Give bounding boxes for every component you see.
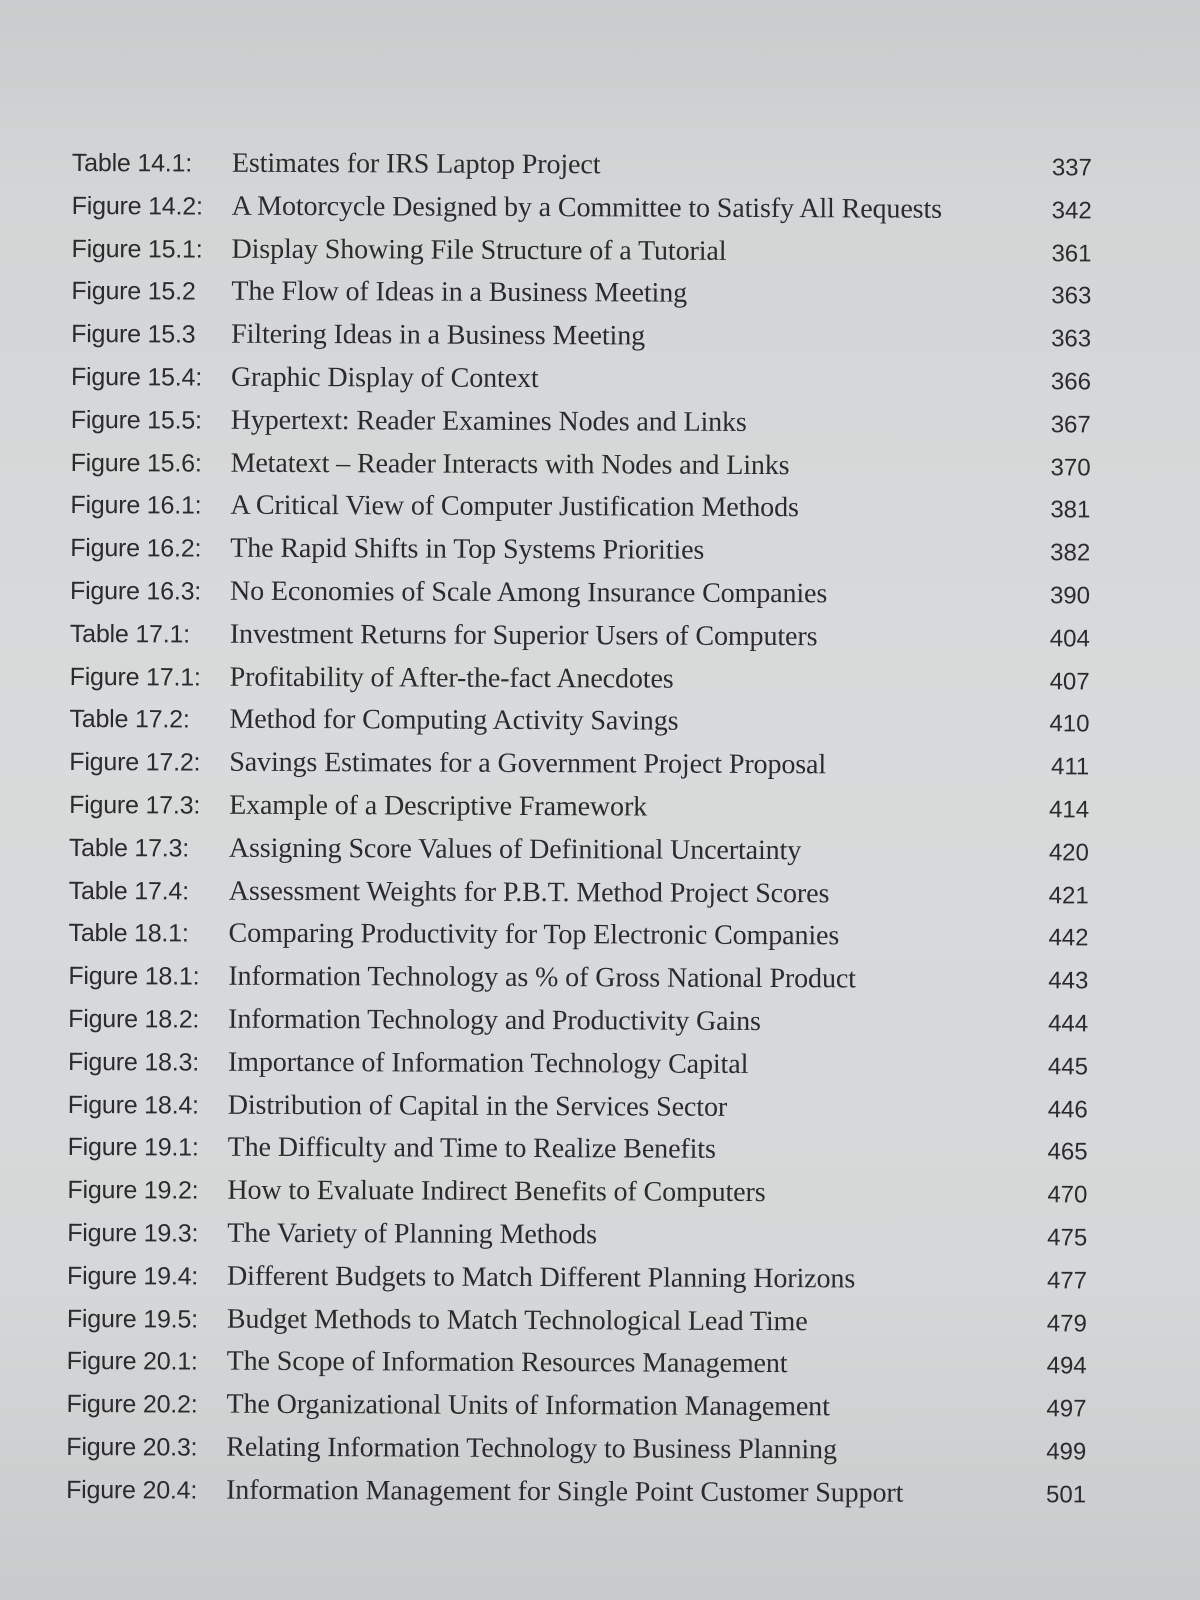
figure-title: Comparing Productivity for Top Electronic Companies: [228, 918, 840, 952]
list-item: [70, 613, 1090, 660]
list-item: [67, 1298, 1087, 1345]
figure-label: Table 17.1:: [69, 619, 191, 649]
figure-label: Figure 20.4:: [66, 1475, 198, 1505]
list-item: [68, 912, 1088, 959]
figure-label: Figure 18.3:: [67, 1047, 200, 1077]
figure-label: Figure 15.5:: [70, 405, 202, 435]
list-item: [69, 698, 1089, 745]
list-item: [66, 1383, 1086, 1430]
figure-label: Figure 19.3:: [67, 1218, 199, 1248]
figure-label: Table 17.3:: [68, 833, 190, 863]
figure-title: The Organizational Units of Information Management: [226, 1388, 830, 1423]
figure-title: Example of a Descriptive Framework: [229, 789, 648, 823]
figure-title: The Scope of Information Resources Management: [226, 1345, 788, 1380]
page-number: 420: [1048, 839, 1089, 867]
page-number: 494: [1046, 1352, 1087, 1380]
list-item: [70, 484, 1090, 531]
list-of-figures: [66, 142, 1092, 1516]
figure-label: Figure 15.1:: [71, 234, 203, 264]
figure-label: Figure 20.3:: [66, 1432, 198, 1462]
page-number: 337: [1051, 154, 1092, 182]
figure-title: Information Technology as % of Gross National Product: [228, 960, 856, 995]
figure-title: Method for Computing Activity Savings: [229, 704, 679, 738]
figure-label: Table 18.1:: [68, 919, 189, 948]
list-item: [69, 741, 1089, 788]
figure-title: Metatext – Reader Interacts with Nodes and Links: [230, 447, 790, 481]
list-item: [71, 356, 1091, 403]
page-number: 367: [1050, 411, 1091, 439]
figure-title: Information Management for Single Point Customer Support: [226, 1474, 904, 1509]
page-number: 446: [1047, 1095, 1088, 1123]
list-item: [69, 827, 1089, 874]
figure-title: A Critical View of Computer Justification Methods: [230, 490, 799, 524]
list-item: [67, 1212, 1087, 1259]
page-number: 404: [1049, 625, 1090, 653]
list-item: [68, 998, 1088, 1045]
page-number: 363: [1051, 325, 1092, 353]
figure-title: Estimates for IRS Laptop Project: [231, 147, 601, 181]
list-item: [69, 870, 1089, 917]
page-number: 366: [1050, 368, 1092, 396]
figure-label: Figure 19.1:: [67, 1133, 199, 1162]
list-item: [70, 527, 1090, 574]
figure-title: Importance of Information Technology Capital: [227, 1046, 749, 1080]
figure-label: Figure 20.1:: [66, 1347, 198, 1376]
list-item: [68, 1041, 1088, 1088]
list-item: [72, 185, 1092, 232]
page-number: 442: [1048, 924, 1089, 952]
figure-label: Figure 18.4:: [67, 1090, 199, 1120]
figure-label: Figure 16.2:: [70, 534, 202, 563]
figure-label: Figure 15.4:: [70, 362, 203, 392]
figure-label: Figure 16.1:: [70, 491, 202, 520]
list-item: [71, 442, 1091, 489]
figure-label: Figure 18.1:: [68, 962, 200, 991]
page-number: 443: [1048, 967, 1089, 995]
figure-title: The Variety of Planning Methods: [227, 1217, 597, 1251]
page-number: 470: [1047, 1181, 1088, 1209]
figure-label: Figure 19.4:: [66, 1261, 199, 1291]
figure-label: Figure 15.2: [71, 277, 196, 306]
list-item: [71, 270, 1091, 317]
figure-title: Different Budgets to Match Different Planning Horizons: [226, 1260, 856, 1295]
page-number: 381: [1050, 496, 1091, 524]
page-number: 465: [1047, 1138, 1088, 1166]
list-item: [69, 784, 1089, 831]
list-item: [72, 142, 1092, 189]
figure-label: Figure 17.2:: [69, 748, 201, 777]
page-number: 414: [1048, 796, 1090, 824]
page-number: 497: [1046, 1395, 1087, 1423]
figure-title: Information Technology and Productivity Gains: [228, 1003, 761, 1037]
figure-title: Assigning Score Values of Definitional Uncertainty: [228, 832, 802, 866]
figure-title: Savings Estimates for a Government Project Proposal: [229, 746, 827, 781]
figure-label: Table 14.1:: [71, 148, 193, 178]
figure-title: Hypertext: Reader Examines Nodes and Links: [230, 404, 747, 438]
figure-title: Graphic Display of Context: [230, 361, 539, 395]
list-item: [67, 1340, 1087, 1387]
page-number: 342: [1051, 197, 1092, 225]
figure-title: How to Evaluate Indirect Benefits of Computers: [227, 1174, 766, 1209]
page-number: 407: [1049, 667, 1090, 696]
figure-label: Figure 17.3:: [69, 790, 201, 820]
page-number: 363: [1051, 282, 1092, 310]
page-number: 499: [1046, 1438, 1087, 1466]
figure-title: The Rapid Shifts in Top Systems Priorities: [230, 532, 705, 566]
list-item: [71, 399, 1091, 446]
figure-label: Figure 17.1:: [69, 662, 201, 692]
page-number: 475: [1047, 1224, 1088, 1252]
page-number: 382: [1050, 539, 1091, 567]
page-number: 411: [1050, 753, 1090, 781]
list-item: [70, 570, 1090, 617]
figure-label: Figure 18.2:: [68, 1004, 200, 1034]
list-item: [67, 1169, 1087, 1216]
page-number: 477: [1046, 1266, 1088, 1295]
page-number: 410: [1049, 710, 1090, 738]
list-item: [67, 1255, 1087, 1302]
list-item: [66, 1426, 1086, 1473]
page-number: 444: [1048, 1010, 1089, 1038]
page-number: 421: [1048, 881, 1089, 909]
figure-title: The Flow of Ideas in a Business Meeting: [231, 276, 688, 310]
figure-title: Display Showing File Structure of a Tutorial: [231, 233, 727, 267]
page-number: 501: [1046, 1480, 1087, 1509]
page-number: 479: [1046, 1309, 1087, 1337]
figure-label: Table 17.4:: [68, 876, 189, 906]
figure-label: Figure 15.3: [71, 320, 196, 349]
figure-label: Figure 16.3:: [69, 576, 202, 606]
list-item: [66, 1469, 1086, 1516]
figure-label: Figure 14.2:: [71, 191, 203, 221]
list-item: [71, 228, 1091, 275]
figure-title: The Difficulty and Time to Realize Benefits: [227, 1132, 716, 1166]
figure-title: Profitability of After-the-fact Anecdotes: [229, 661, 674, 695]
figure-title: Distribution of Capital in the Services Sector: [227, 1089, 728, 1123]
figure-label: Figure 19.2:: [67, 1176, 199, 1205]
figure-title: Investment Returns for Superior Users of Computers: [229, 618, 818, 653]
figure-title: A Motorcycle Designed by a Committee to Satisfy All Requests: [231, 190, 943, 225]
figure-title: Assessment Weights for P.B.T. Method Project Scores: [228, 875, 830, 909]
page-number: 370: [1050, 453, 1091, 482]
figure-title: Relating Information Technology to Business Planning: [226, 1431, 837, 1466]
list-item: [68, 955, 1088, 1002]
figure-label: Figure 20.2:: [66, 1390, 198, 1419]
figure-label: Table 17.2:: [69, 705, 190, 734]
figure-title: No Economies of Scale Among Insurance Companies: [229, 575, 828, 610]
list-item: [68, 1126, 1088, 1173]
page-number: 361: [1051, 239, 1092, 268]
figure-label: Figure 19.5:: [66, 1304, 198, 1334]
figure-title: Filtering Ideas in a Business Meeting: [231, 318, 646, 352]
list-item: [68, 1084, 1088, 1131]
page-number: 445: [1047, 1053, 1089, 1081]
figure-title: Budget Methods to Match Technological Lead Time: [226, 1303, 808, 1337]
figure-label: Figure 15.6:: [70, 448, 202, 478]
list-item: [70, 656, 1090, 703]
list-item: [71, 313, 1091, 360]
page-number: 390: [1049, 582, 1091, 610]
